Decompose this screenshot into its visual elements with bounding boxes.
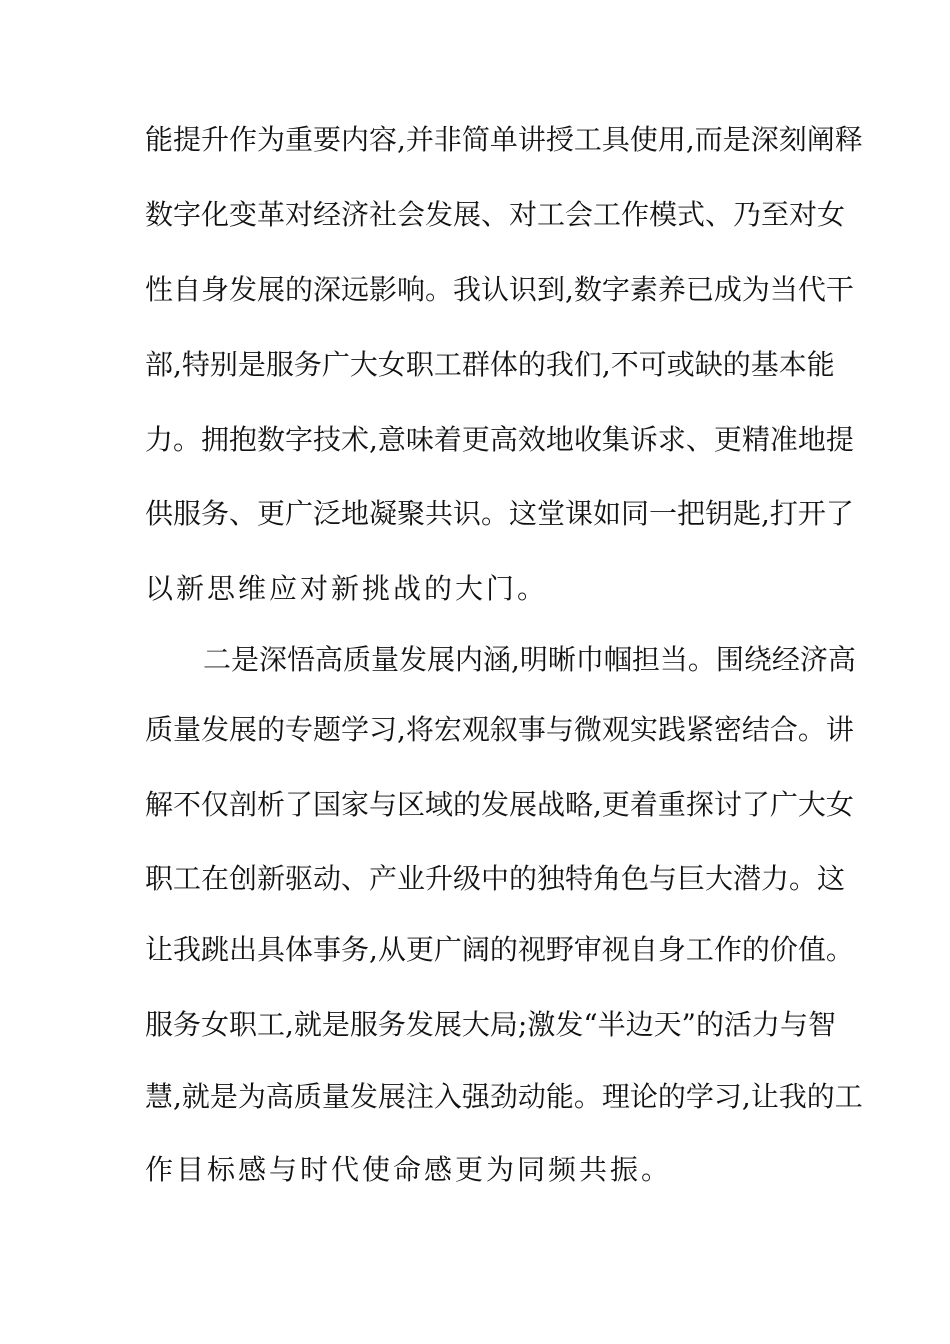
paragraph-line: 数字化变革对经济社会发展、对工会工作模式、乃至对女 — [145, 198, 846, 231]
paragraph-line: 解不仅剖析了国家与区域的发展战略,更着重探讨了广大女 — [145, 788, 854, 821]
paragraph-line: 以新思维应对新挑战的大门。 — [145, 572, 549, 605]
paragraph-line: 能提升作为重要内容,并非简单讲授工具使用,而是深刻阐释 — [145, 123, 863, 156]
paragraph-line: 部,特别是服务广大女职工群体的我们,不可或缺的基本能 — [145, 348, 835, 381]
paragraph-line: 职工在创新驱动、产业升级中的独特角色与巨大潜力。这 — [145, 862, 846, 895]
paragraph-line: 质量发展的专题学习,将宏观叙事与微观实践紧密结合。讲 — [145, 713, 854, 746]
paragraph-first-line: 二是深悟高质量发展内涵,明晰巾帼担当。围绕经济高 — [203, 643, 856, 676]
paragraph-line: 让我跳出具体事务,从更广阔的视野审视自身工作的价值。 — [145, 933, 854, 966]
paragraph-line: 力。拥抱数字技术,意味着更高效地收集诉求、更精准地提 — [145, 423, 854, 456]
paragraph-line: 供服务、更广泛地凝聚共识。这堂课如同一把钥匙,打开了 — [145, 497, 854, 530]
paragraph-line: 服务女职工,就是服务发展大局;激发“半边天”的活力与智 — [145, 1008, 836, 1041]
paragraph-line: 慧,就是为高质量发展注入强劲动能。理论的学习,让我的工 — [145, 1080, 863, 1113]
paragraph-line: 作目标感与时代使命感更为同频共振。 — [145, 1153, 673, 1186]
paragraph-line: 性自身发展的深远影响。我认识到,数字素养已成为当代干 — [145, 273, 854, 306]
